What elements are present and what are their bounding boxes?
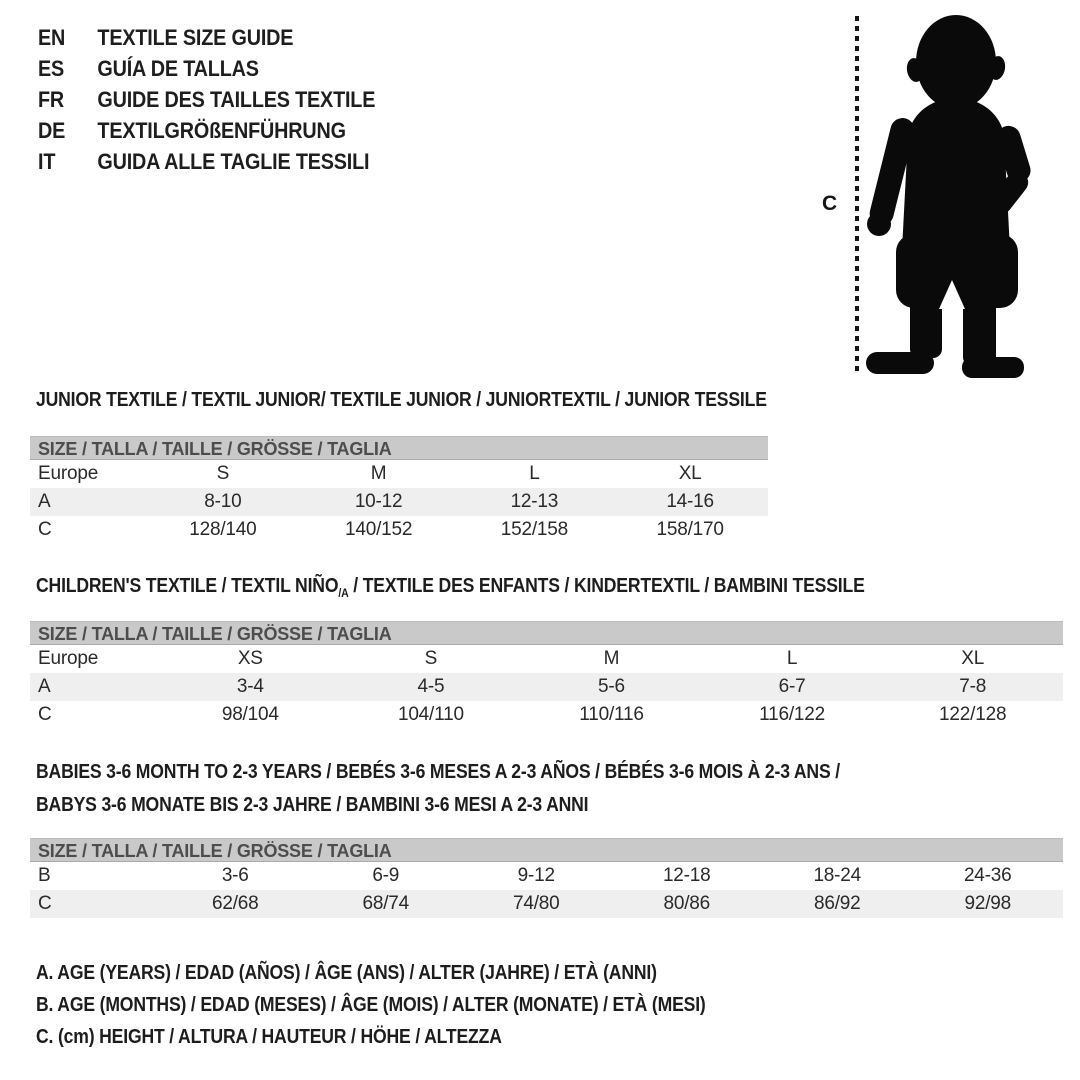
row-label: C xyxy=(38,893,52,914)
children-heading-suffix: / TEXTILE DES ENFANTS / KINDERTEXTIL / BAMBINI TESSILE xyxy=(348,575,865,597)
row-label: C xyxy=(38,704,52,725)
language-code: FR xyxy=(38,86,65,112)
size-col: M xyxy=(370,463,387,484)
children-size-table xyxy=(30,621,1063,729)
junior-section-heading: JUNIOR TEXTILE / TEXTIL JUNIOR/ TEXTILE JUNIOR / JUNIORTEXTIL / JUNIOR TESSILE xyxy=(36,389,767,411)
value-cell: 128/140 xyxy=(189,519,257,540)
value-cell: 8-10 xyxy=(204,491,242,512)
row-label: A xyxy=(38,491,51,512)
babies-section-heading-line1: BABIES 3-6 MONTH TO 2-3 YEARS / BEBÉS 3-6 MESES A 2-3 AÑOS / BÉBÉS 3-6 MOIS À 2-3 ANS / xyxy=(36,761,840,783)
row-label: A xyxy=(38,676,51,697)
value-cell: 116/122 xyxy=(759,704,826,725)
children-section-heading xyxy=(36,575,865,600)
size-col: S xyxy=(216,463,230,484)
value-cell: 6-7 xyxy=(778,676,806,697)
value-cell: 7-8 xyxy=(959,676,987,697)
legend-line-c: C. (cm) HEIGHT / ALTURA / HAUTEUR / HÖHE / ALTEZZA xyxy=(36,1026,502,1048)
babies-section-heading-line2: BABYS 3-6 MONATE BIS 2-3 JAHRE / BAMBINI 3-6 MESI A 2-3 ANNI xyxy=(36,794,589,816)
measure-legend xyxy=(36,957,706,1053)
value-cell: 98/104 xyxy=(221,704,279,725)
value-cell: 12-13 xyxy=(510,491,559,512)
value-cell: 110/116 xyxy=(579,704,644,725)
height-measure-label: C xyxy=(822,192,838,215)
table-row-months xyxy=(30,862,1063,890)
size-col: XL xyxy=(961,648,985,669)
size-col: M xyxy=(603,648,620,669)
value-cell: 152/158 xyxy=(500,519,569,540)
legend-line-b: B. AGE (MONTHS) / EDAD (MESES) / ÂGE (MOIS) / ALTER (MONATE) / ETÀ (MESI) xyxy=(36,994,706,1016)
guide-title: TEXTILE SIZE GUIDE xyxy=(97,24,294,50)
language-row-es xyxy=(38,53,375,84)
size-col: L xyxy=(529,463,540,484)
language-code: EN xyxy=(38,24,66,50)
guide-title: GUÍA DE TALLAS xyxy=(97,55,259,81)
legend-line-a: A. AGE (YEARS) / EDAD (AÑOS) / ÂGE (ANS) / ALTER (JAHRE) / ETÀ (ANNI) xyxy=(36,962,657,984)
language-row-en xyxy=(38,22,375,53)
value-cell: 74/80 xyxy=(512,893,560,914)
table-row-height xyxy=(30,701,1063,729)
language-code: DE xyxy=(38,117,66,143)
language-row-fr xyxy=(38,84,375,115)
value-cell: 5-6 xyxy=(598,676,625,697)
table-row-europe xyxy=(30,645,1063,673)
table-row-height xyxy=(30,890,1063,918)
value-cell: 62/68 xyxy=(211,893,259,914)
value-cell: 3-4 xyxy=(236,676,264,697)
language-code: IT xyxy=(38,148,56,174)
value-cell: 10-12 xyxy=(354,491,403,512)
value-cell: 122/128 xyxy=(939,704,1007,725)
height-dotted-line xyxy=(855,16,859,372)
guide-title: TEXTILGRÖßENFÜHRUNG xyxy=(97,117,346,143)
value-cell: 18-24 xyxy=(813,865,862,886)
value-cell: 6-9 xyxy=(372,865,400,886)
size-col: XL xyxy=(678,463,702,484)
value-cell: 24-36 xyxy=(963,865,1012,886)
value-cell: 4-5 xyxy=(417,676,445,697)
value-cell: 104/110 xyxy=(397,704,464,725)
language-title-block xyxy=(38,22,375,177)
row-label: Europe xyxy=(38,648,99,669)
guide-title: GUIDE DES TAILLES TEXTILE xyxy=(97,86,376,112)
value-cell: 80/86 xyxy=(663,893,711,914)
table-row-height xyxy=(30,516,768,544)
language-code: ES xyxy=(38,55,65,81)
row-label: Europe xyxy=(38,463,99,484)
value-cell: 12-18 xyxy=(662,865,711,886)
size-header-bar: SIZE / TALLA / TAILLE / GRÖSSE / TAGLIA xyxy=(30,838,1063,862)
table-row-age xyxy=(30,673,1063,701)
row-label: C xyxy=(38,519,52,540)
value-cell: 140/152 xyxy=(344,519,413,540)
language-row-it xyxy=(38,146,375,177)
babies-size-table xyxy=(30,838,1063,918)
value-cell: 14-16 xyxy=(666,491,714,512)
size-col: L xyxy=(786,648,798,669)
size-col: S xyxy=(424,648,438,669)
language-row-de xyxy=(38,115,375,146)
children-heading-prefix: CHILDREN'S TEXTILE / TEXTIL NIÑO xyxy=(36,575,339,597)
size-header-bar: SIZE / TALLA / TAILLE / GRÖSSE / TAGLIA xyxy=(30,436,768,460)
value-cell: 3-6 xyxy=(221,865,249,886)
guide-title: GUIDA ALLE TAGLIE TESSILI xyxy=(97,148,370,174)
value-cell: 9-12 xyxy=(517,865,555,886)
value-cell: 68/74 xyxy=(362,893,410,914)
row-label: B xyxy=(38,865,51,886)
children-heading-sub: /A xyxy=(338,586,349,600)
table-row-age xyxy=(30,488,768,516)
table-row-europe xyxy=(30,460,768,488)
value-cell: 92/98 xyxy=(964,893,1012,914)
size-col: XS xyxy=(237,648,263,669)
baby-silhouette-icon xyxy=(860,12,1042,378)
size-header-bar: SIZE / TALLA / TAILLE / GRÖSSE / TAGLIA xyxy=(30,621,1063,645)
value-cell: 158/170 xyxy=(656,519,724,540)
junior-size-table xyxy=(30,436,768,544)
value-cell: 86/92 xyxy=(813,893,861,914)
